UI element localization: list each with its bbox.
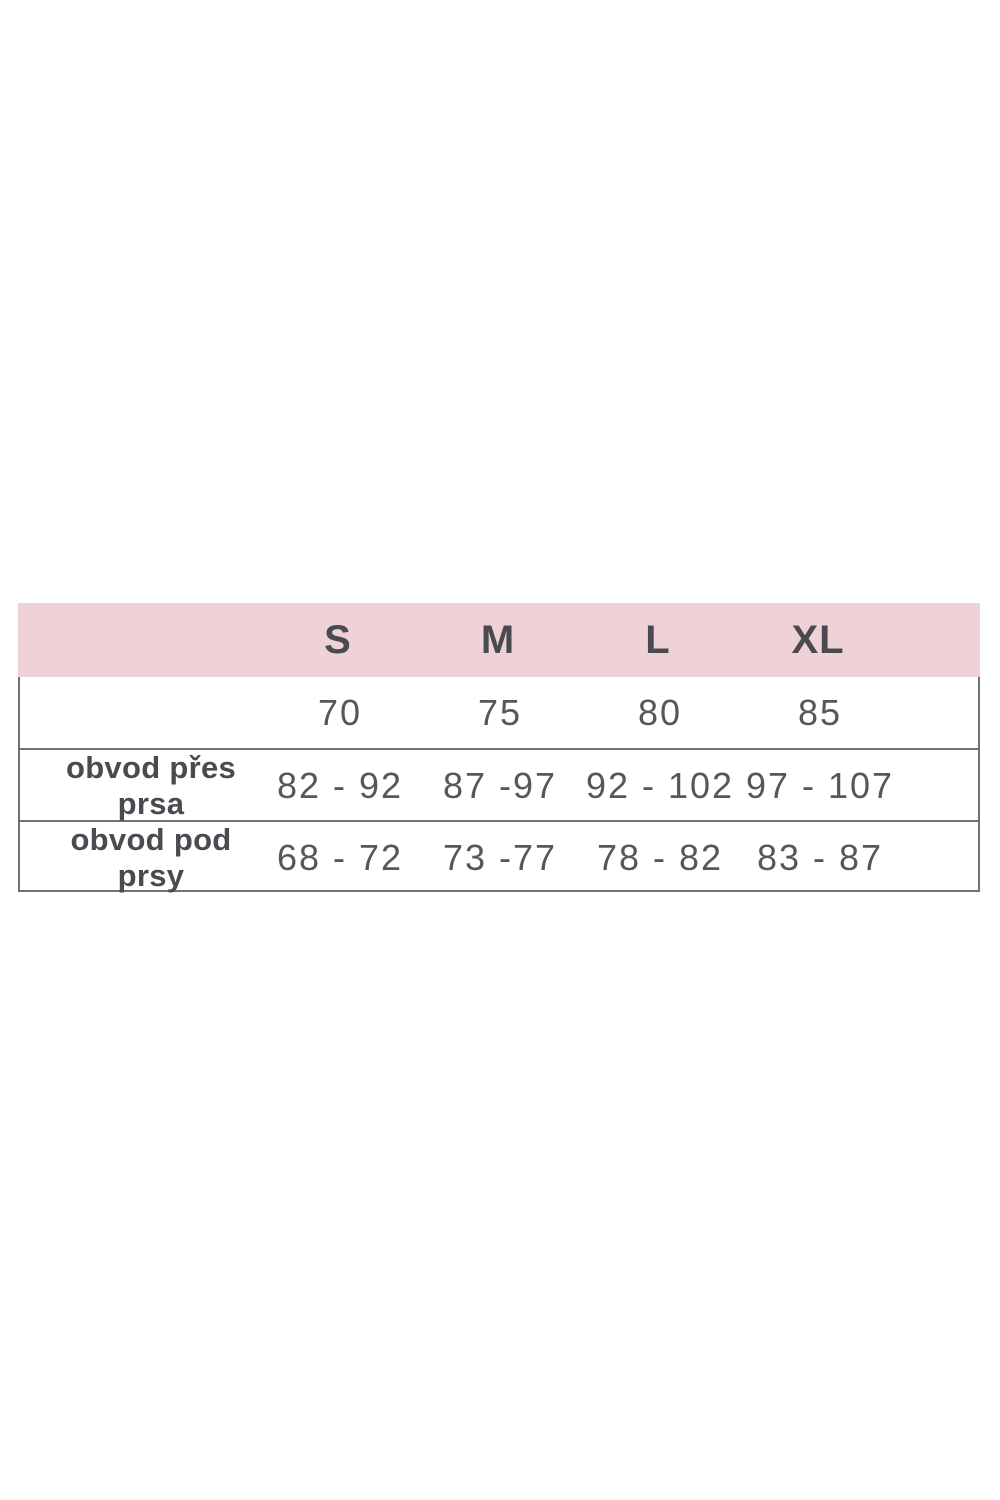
cell-size-number-m: 75 [477, 691, 523, 733]
cell-bust-m: 87 -97 [442, 765, 558, 806]
header-cell-size-l: L [645, 617, 671, 662]
cell-filler [900, 822, 978, 894]
cell-underbust-s: 68 - 72 [276, 837, 404, 878]
size-chart-table [18, 603, 980, 892]
row-label-bust: obvod přes prsa [65, 750, 237, 821]
cell-bust-xl: 97 - 107 [745, 765, 895, 806]
row-label-underbust: obvod pod prsy [70, 822, 232, 893]
cell-filler [900, 750, 978, 822]
cell-size-number-s: 70 [317, 691, 363, 733]
cell-filler [900, 677, 978, 748]
cell-bust-l: 92 - 102 [585, 765, 735, 806]
table-row-size-number [20, 677, 978, 748]
cell-underbust-m: 73 -77 [442, 837, 558, 878]
cell-size-number-xl: 85 [797, 691, 843, 733]
cell-bust-s: 82 - 92 [276, 765, 404, 806]
table-row-bust [20, 748, 978, 820]
cell-underbust-l: 78 - 82 [596, 837, 724, 878]
header-cell-size-m: M [480, 617, 516, 662]
header-cell-size-s: S [324, 617, 352, 662]
cell-size-number-l: 80 [637, 691, 683, 733]
size-chart-body [18, 677, 980, 892]
header-cell-size-xl: XL [791, 617, 845, 662]
size-chart-header-row [18, 603, 980, 677]
table-row-underbust [20, 820, 978, 893]
header-cell-filler [898, 603, 980, 677]
cell-underbust-xl: 83 - 87 [756, 837, 884, 878]
